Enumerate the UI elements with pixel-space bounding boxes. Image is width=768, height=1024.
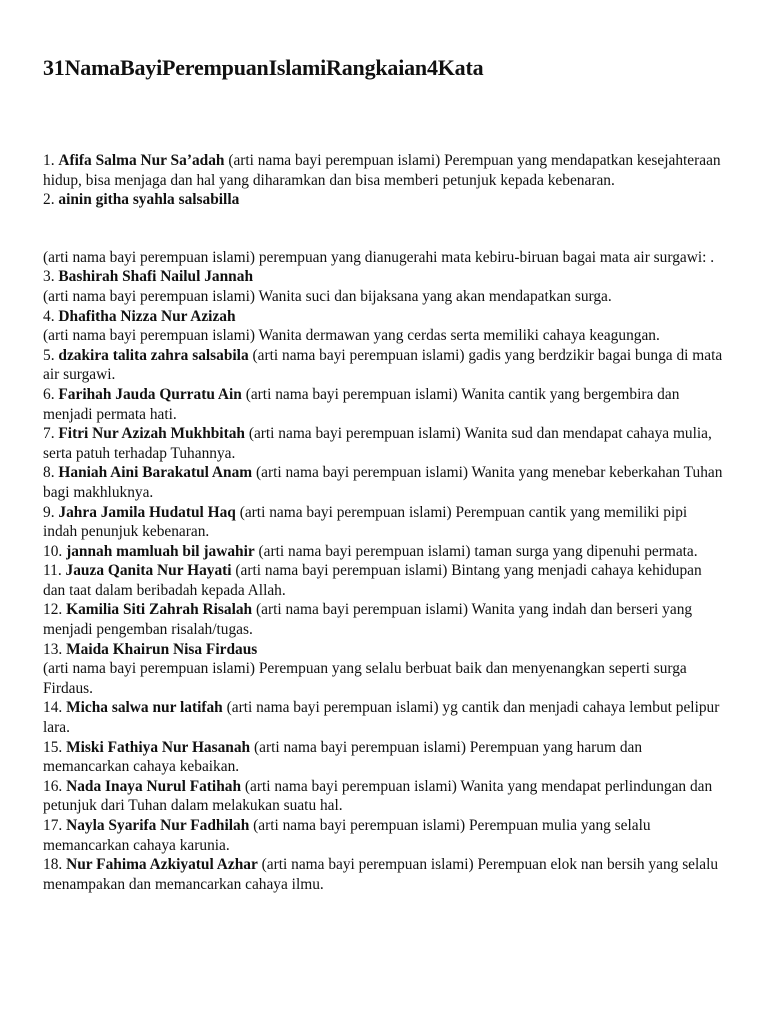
item-meaning: (arti nama bayi perempuan islami) perempuan yang dianugerahi mata kebiru-biruan bagai mata air surgawi: . — [43, 248, 715, 266]
list-item — [43, 190, 723, 210]
item-meaning: (arti nama bayi perempuan islami) Perempuan yang mendapatkan kesejahteraan hidup, bisa menjaga dan hal yang diharamkan dan bisa memberi petunjuk kepada kebenaran. — [43, 152, 721, 189]
item-meaning: (arti nama bayi perempuan islami) Wanita yang indah dan berseri yang menjadi pengemban risalah/tugas. — [43, 601, 693, 639]
item-meaning: (arti nama bayi perempuan islami) Wanita cantik yang bergembira dan menjadi permata hati. — [43, 385, 680, 423]
item-number: 1. — [43, 152, 55, 169]
item-name: Micha salwa nur latifah — [66, 699, 223, 717]
list-item — [43, 307, 723, 346]
item-number: 16. — [43, 777, 63, 795]
item-number: 13. — [43, 640, 63, 658]
item-number: 4. — [43, 307, 55, 325]
item-meaning: (arti nama bayi perempuan islami) Wanita yang menebar keberkahan Tuhan bagi makhluknya. — [43, 464, 723, 501]
item-meaning: (arti nama bayi perempuan islami) taman surga yang dipenuhi permata. — [258, 542, 698, 560]
item-meaning: (arti nama bayi perempuan islami) Perempuan cantik yang memiliki pipi indah penunjuk kebenaran. — [43, 503, 688, 541]
item-number: 3. — [43, 268, 55, 286]
list-item — [43, 424, 723, 463]
item-name: Kamilia Siti Zahrah Risalah — [66, 601, 253, 619]
list-item — [43, 600, 723, 639]
item-meaning: (arti nama bayi perempuan islami) gadis yang berdzikir bagai bunga di mata air surgawi. — [43, 346, 723, 384]
item-name: Bashirah Shafi Nailul Jannah — [58, 268, 253, 286]
list-item — [43, 151, 723, 190]
item-name: Jahra Jamila Hudatul Haq — [58, 503, 236, 521]
item-name: Jauza Qanita Nur Hayati — [65, 562, 232, 580]
list-item — [43, 855, 723, 894]
item-number: 6. — [43, 385, 55, 403]
item-name: Miski Fathiya Nur Hasanah — [66, 738, 251, 756]
item-name: Fitri Nur Azizah Mukhbitah — [58, 425, 245, 443]
item-number: 5. — [43, 346, 55, 364]
item-meaning: (arti nama bayi perempuan islami) Wanita suci dan bijaksana yang akan mendapatkan surga. — [43, 287, 612, 305]
item-number: 7. — [43, 425, 55, 443]
item-meaning: (arti nama bayi perempuan islami) Perempuan mulia yang selalu memancarkan cahaya karunia. — [43, 817, 651, 854]
item-name: Nayla Syarifa Nur Fadhilah — [66, 817, 250, 834]
item-number: 18. — [43, 856, 63, 874]
item-meaning: (arti nama bayi perempuan islami) Wanita yang mendapat perlindungan dan petunjuk dari Tuhan dalam melakukan suatu hal. — [43, 777, 713, 815]
item-number: 17. — [43, 817, 63, 834]
item-meaning: (arti nama bayi perempuan islami) Bintang yang menjadi cahaya kehidupan dan taat dalam beribadah kepada Allah. — [43, 562, 702, 599]
list-item — [43, 561, 723, 600]
list-item — [43, 463, 723, 502]
item-meaning: (arti nama bayi perempuan islami) Wanita dermawan yang cerdas serta memiliki cahaya keagungan. — [43, 327, 660, 345]
item-meaning: (arti nama bayi perempuan islami) Perempuan yang harum dan memancarkan cahaya kebaikan. — [43, 738, 643, 776]
name-list — [43, 151, 723, 894]
list-item — [43, 698, 723, 737]
item-number: 10. — [43, 542, 63, 560]
item-number: 14. — [43, 699, 63, 717]
list-item — [43, 503, 723, 542]
item-number: 2. — [43, 191, 55, 209]
list-item — [43, 777, 723, 816]
item-number: 15. — [43, 738, 63, 756]
item-meaning: (arti nama bayi perempuan islami) Wanita sud dan mendapat cahaya mulia, serta patuh terhadap Tuhannya. — [43, 425, 712, 462]
item-number: 11. — [43, 562, 62, 580]
item-name: Nada Inaya Nurul Fatihah — [66, 777, 242, 795]
item-name: Farihah Jauda Qurratu Ain — [58, 385, 242, 403]
item-meaning: (arti nama bayi perempuan islami) yg cantik dan menjadi cahaya lembut pelipur lara. — [43, 699, 720, 737]
list-item-description — [43, 248, 723, 268]
item-name: ainin githa syahla salsabilla — [58, 191, 240, 209]
item-meaning: (arti nama bayi perempuan islami) Perempuan elok nan bersih yang selalu menampakan dan memancarkan cahaya ilmu. — [43, 856, 719, 893]
item-name: Dhafitha Nizza Nur Azizah — [58, 307, 236, 325]
item-name: Maida Khairun Nisa Firdaus — [66, 640, 258, 658]
item-meaning: (arti nama bayi perempuan islami) Perempuan yang selalu berbuat baik dan menyenangkan seperti surga Firdaus. — [43, 660, 687, 697]
list-item — [43, 346, 723, 385]
item-name: Haniah Aini Barakatul Anam — [58, 464, 253, 482]
item-name: Nur Fahima Azkiyatul Azhar — [66, 856, 258, 874]
item-number: 9. — [43, 503, 55, 521]
item-name: Afifa Salma Nur Sa’adah — [58, 152, 225, 169]
list-item — [43, 385, 723, 424]
list-item — [43, 640, 723, 699]
list-item — [43, 267, 723, 306]
list-item — [43, 816, 723, 855]
item-name: jannah mamluah bil jawahir — [66, 542, 255, 560]
document-title: 31NamaBayiPerempuanIslamiRangkaian4Kata — [43, 55, 484, 80]
item-number: 8. — [43, 464, 55, 482]
list-item — [43, 542, 723, 562]
item-number: 12. — [43, 601, 63, 619]
list-item — [43, 738, 723, 777]
item-name: dzakira talita zahra salsabila — [58, 346, 249, 364]
